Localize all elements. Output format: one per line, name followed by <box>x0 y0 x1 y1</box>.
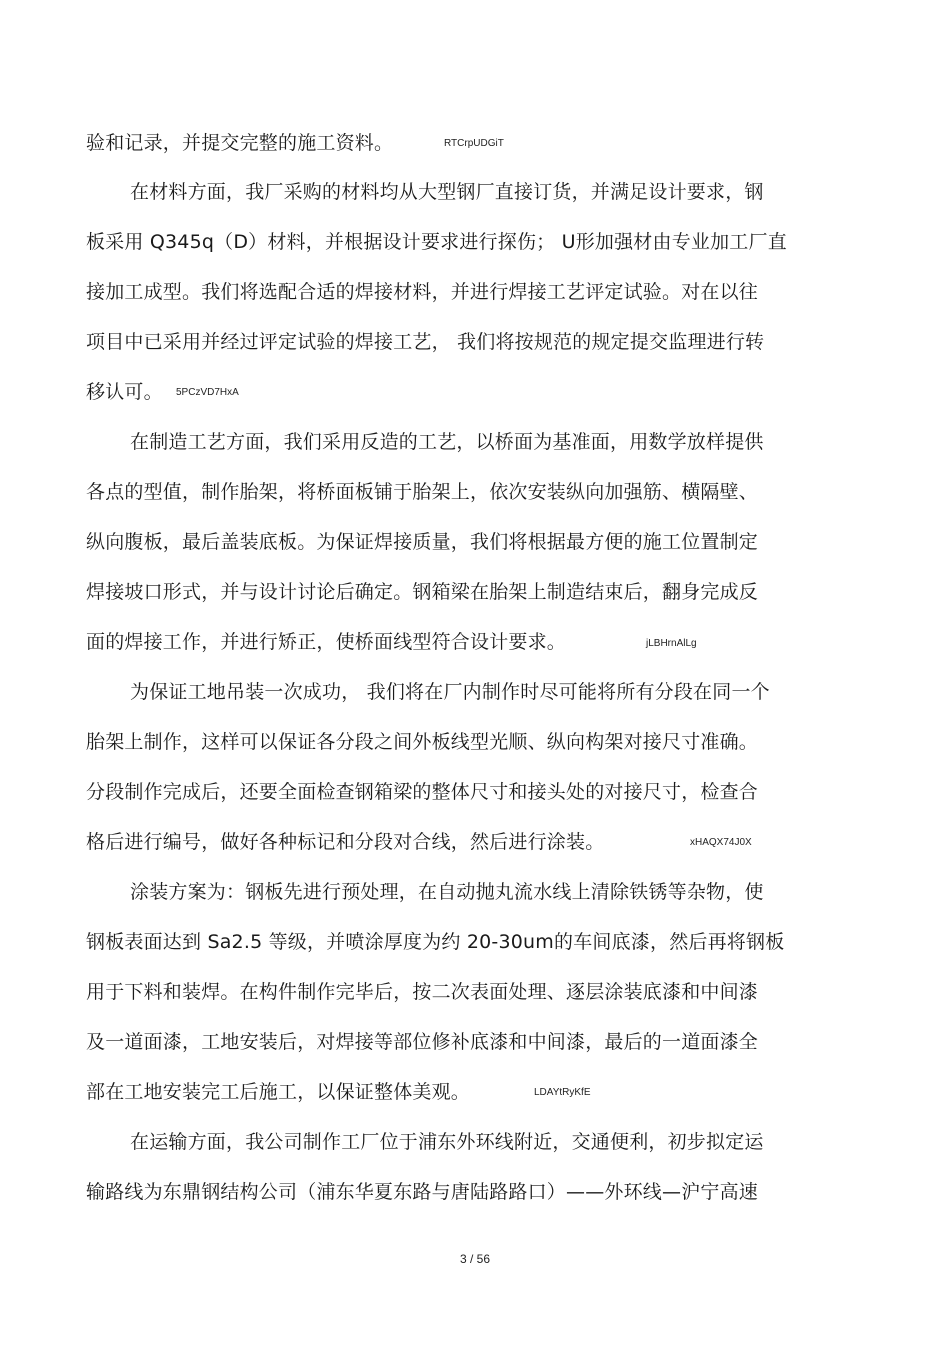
code-tag: RTCrpUDGiT <box>444 138 504 149</box>
text-line: 焊接坡口形式，并与设计讨论后确定。钢箱梁在胎架上制造结束后，翻身完成反 <box>86 581 759 603</box>
text-line: 面的焊接工作，并进行矫正，使桥面线型符合设计要求。 <box>86 631 567 653</box>
text-line: 项目中已采用并经过评定试验的焊接工艺， 我们将按规范的规定提交监理进行转 <box>86 331 765 353</box>
text-line: 板采用 Q345q（D）材料，并根据设计要求进行探伤； U形加强材由专业加工厂直 <box>86 231 787 253</box>
page-number: 3 / 56 <box>459 1252 491 1266</box>
text-line: 各点的型值，制作胎架，将桥面板铺于胎架上，依次安装纵向加强筋、横隔壁、 <box>86 481 759 503</box>
text-line: 在制造工艺方面，我们采用反造的工艺，以桥面为基准面，用数学放样提供 <box>130 431 764 453</box>
text-line: 胎架上制作，这样可以保证各分段之间外板线型光顺、纵向构架对接尺寸准确。 <box>86 731 759 753</box>
text-line: 钢板表面达到 Sa2.5 等级，并喷涂厚度为约 20-30um的车间底漆，然后再将钢板 <box>86 931 785 953</box>
code-tag: xHAQX74J0X <box>690 837 752 848</box>
text-line: 涂装方案为：钢板先进行预处理，在自动抛丸流水线上清除铁锈等杂物，使 <box>130 881 764 903</box>
text-line: 部在工地安装完工后施工，以保证整体美观。 <box>86 1081 471 1103</box>
text-line: 输路线为东鼎钢结构公司（浦东华夏东路与唐陆路路口）——外环线—沪宁高速 <box>86 1181 759 1203</box>
text-line: 纵向腹板，最后盖装底板。为保证焊接质量，我们将根据最方便的施工位置制定 <box>86 531 759 553</box>
text-line: 移认可。 <box>86 381 163 403</box>
text-line: 分段制作完成后，还要全面检查钢箱梁的整体尺寸和接头处的对接尺寸，检查合 <box>86 781 759 803</box>
text-line: 验和记录，并提交完整的施工资料。 <box>86 132 394 154</box>
text-line: 用于下料和装焊。在构件制作完毕后，按二次表面处理、逐层涂装底漆和中间漆 <box>86 981 759 1003</box>
text-line: 及一道面漆，工地安装后，对焊接等部位修补底漆和中间漆，最后的一道面漆全 <box>86 1031 759 1053</box>
code-tag: LDAYtRyKfE <box>534 1087 591 1098</box>
code-tag: 5PCzVD7HxA <box>176 387 239 398</box>
code-tag: jLBHrnAlLg <box>646 638 697 649</box>
text-line: 接加工成型。我们将选配合适的焊接材料，并进行焊接工艺评定试验。对在以往 <box>86 281 759 303</box>
text-line: 在材料方面，我厂采购的材料均从大型钢厂直接订货，并满足设计要求，钢 <box>130 181 764 203</box>
text-line: 在运输方面，我公司制作工厂位于浦东外环线附近，交通便利，初步拟定运 <box>130 1131 764 1153</box>
text-line: 格后进行编号，做好各种标记和分段对合线，然后进行涂装。 <box>86 831 605 853</box>
text-line: 为保证工地吊装一次成功， 我们将在厂内制作时尽可能将所有分段在同一个 <box>130 681 770 703</box>
